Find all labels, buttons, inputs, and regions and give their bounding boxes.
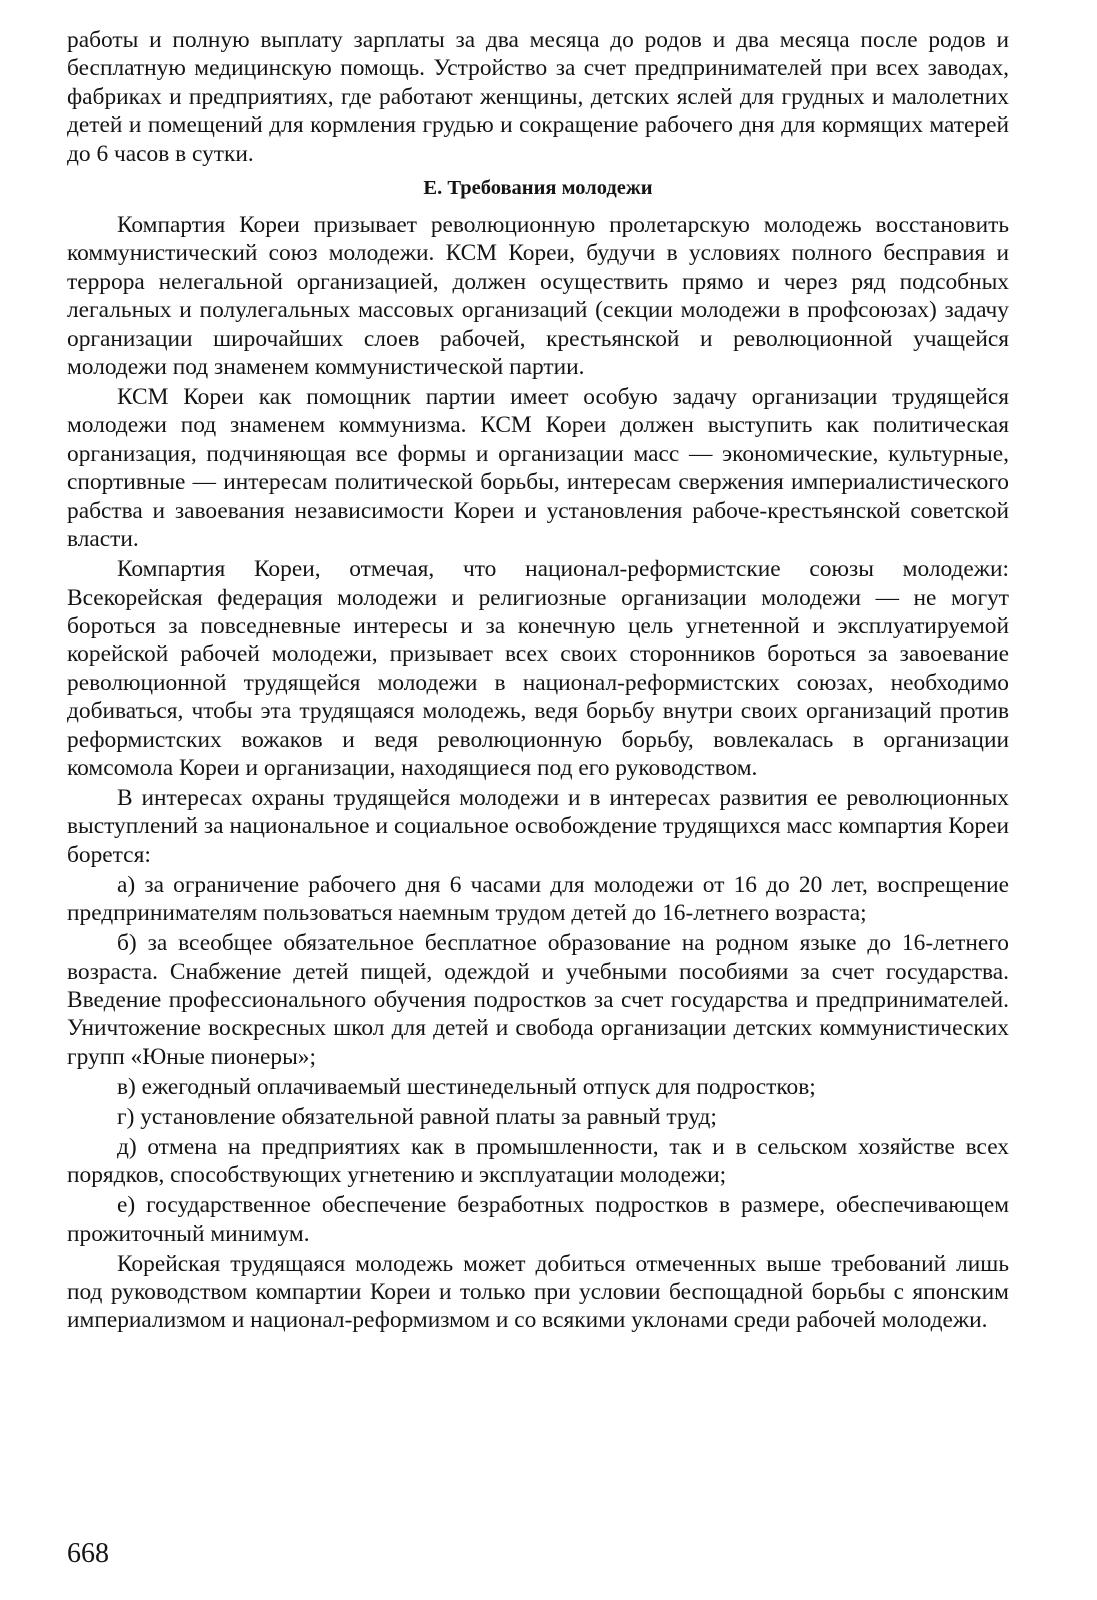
list-item: г) установление обязательной равной платы за равный труд; (117, 1103, 717, 1130)
list-item: б) за всеобщее обязательное бесплатное образование на родном языке до 16-летнего возраста. Снабжение детей пищей, одеждой и учебными пособиями за счет государства. Введение профессионального обучения подростков за счет государства и предпринимателей. Уничтожение воскресных школ для детей и свобода организации детских коммунистических групп «Юные пионеры»; (67, 930, 1009, 1070)
list-item: е) государственное обеспечение безработных подростков в размере, обеспечивающем прожиточный минимум. (67, 1192, 1009, 1247)
list-item: в) ежегодный оплачиваемый шестинедельный отпуск для подростков; (117, 1073, 816, 1100)
list-item: а) за ограничение рабочего дня 6 часами для молодежи от 16 до 20 лет, воспрещение предпринимателям пользоваться наемным трудом детей до 16-летнего возраста; (67, 871, 1009, 927)
paragraph: КСМ Кореи как помощник партии имеет особую задачу организации трудящейся молодежи под знаменем коммунизма. КСМ Кореи должен выступить как политическая организация, подчиняющая все формы и организации масс — экономические, культурные, спортивные — интересам политической борьбы, интересам свержения империалистического рабства и завоевания независимости Кореи и установления рабоче-крестьянской советской власти. (67, 384, 1009, 553)
paragraph-continued: работы и полную выплату зарплаты за два месяца до родов и два месяца после родов и бесплатную медицинскую помощь. Устройство за счет предпринимателей при всех заводах, фабриках и предприятиях, где работают женщины, детских яслей для грудных и малолетних детей и помещений для кормления грудью и сокращение рабочего дня для кормящих матерей до 6 часов в сутки. (67, 27, 1009, 167)
list-item: д) отмена на предприятиях как в промышленности, так и в сельском хозяйстве всех порядков, способствующих угнетению и эксплуатации молодежи; (67, 1133, 1009, 1189)
section-heading: Е. Требования молодежи (423, 177, 653, 200)
paragraph: Корейская трудящаяся молодежь может добиться отмеченных выше требований лишь под руководством компартии Кореи и только при условии беспощадной борьбы с японским империализмом и национал-реформизмом и со всякими уклонами среди рабочей молодежи. (67, 1250, 1009, 1334)
document-page (67, 26, 1009, 1336)
paragraph: В интересах охраны трудящейся молодежи и в интересах развития ее революционных выступлений за национальное и социальное освобождение трудящихся масс компартия Кореи борется: (67, 784, 1009, 868)
paragraph: Компартия Кореи призывает революционную пролетарскую молодежь восстановить коммунистический союз молодежи. КСМ Кореи, будучи в условиях полного бесправия и террора нелегальной организацией, должен осуществить прямо и через ряд подсобных легальных и полулегальных массовых организаций (секции молодежи в профсоюзах) задачу организации широчайших слоев рабочей, крестьянской и революционной учащейся молодежи под знаменем коммунистической партии. (67, 212, 1009, 381)
page-number: 668 (67, 1538, 109, 1569)
paragraph: Компартия Кореи, отмечая, что национал-реформистские союзы молодежи: Всекорейская федерация молодежи и религиозные организации молодежи — не могут бороться за повседневные интересы и за конечную цель угнетенной и эксплуатируемой корейской рабочей молодежи, призывает всех своих сторонников бороться за завоевание революционной трудящейся молодежи в национал-реформистских союзах, необходимо добиваться, чтобы эта трудящаяся молодежь, ведя борьбу внутри своих организаций против реформистских вожаков и ведя революционную борьбу, вовлекалась в организации комсомола Кореи и организации, находящиеся под его руководством. (67, 556, 1009, 781)
